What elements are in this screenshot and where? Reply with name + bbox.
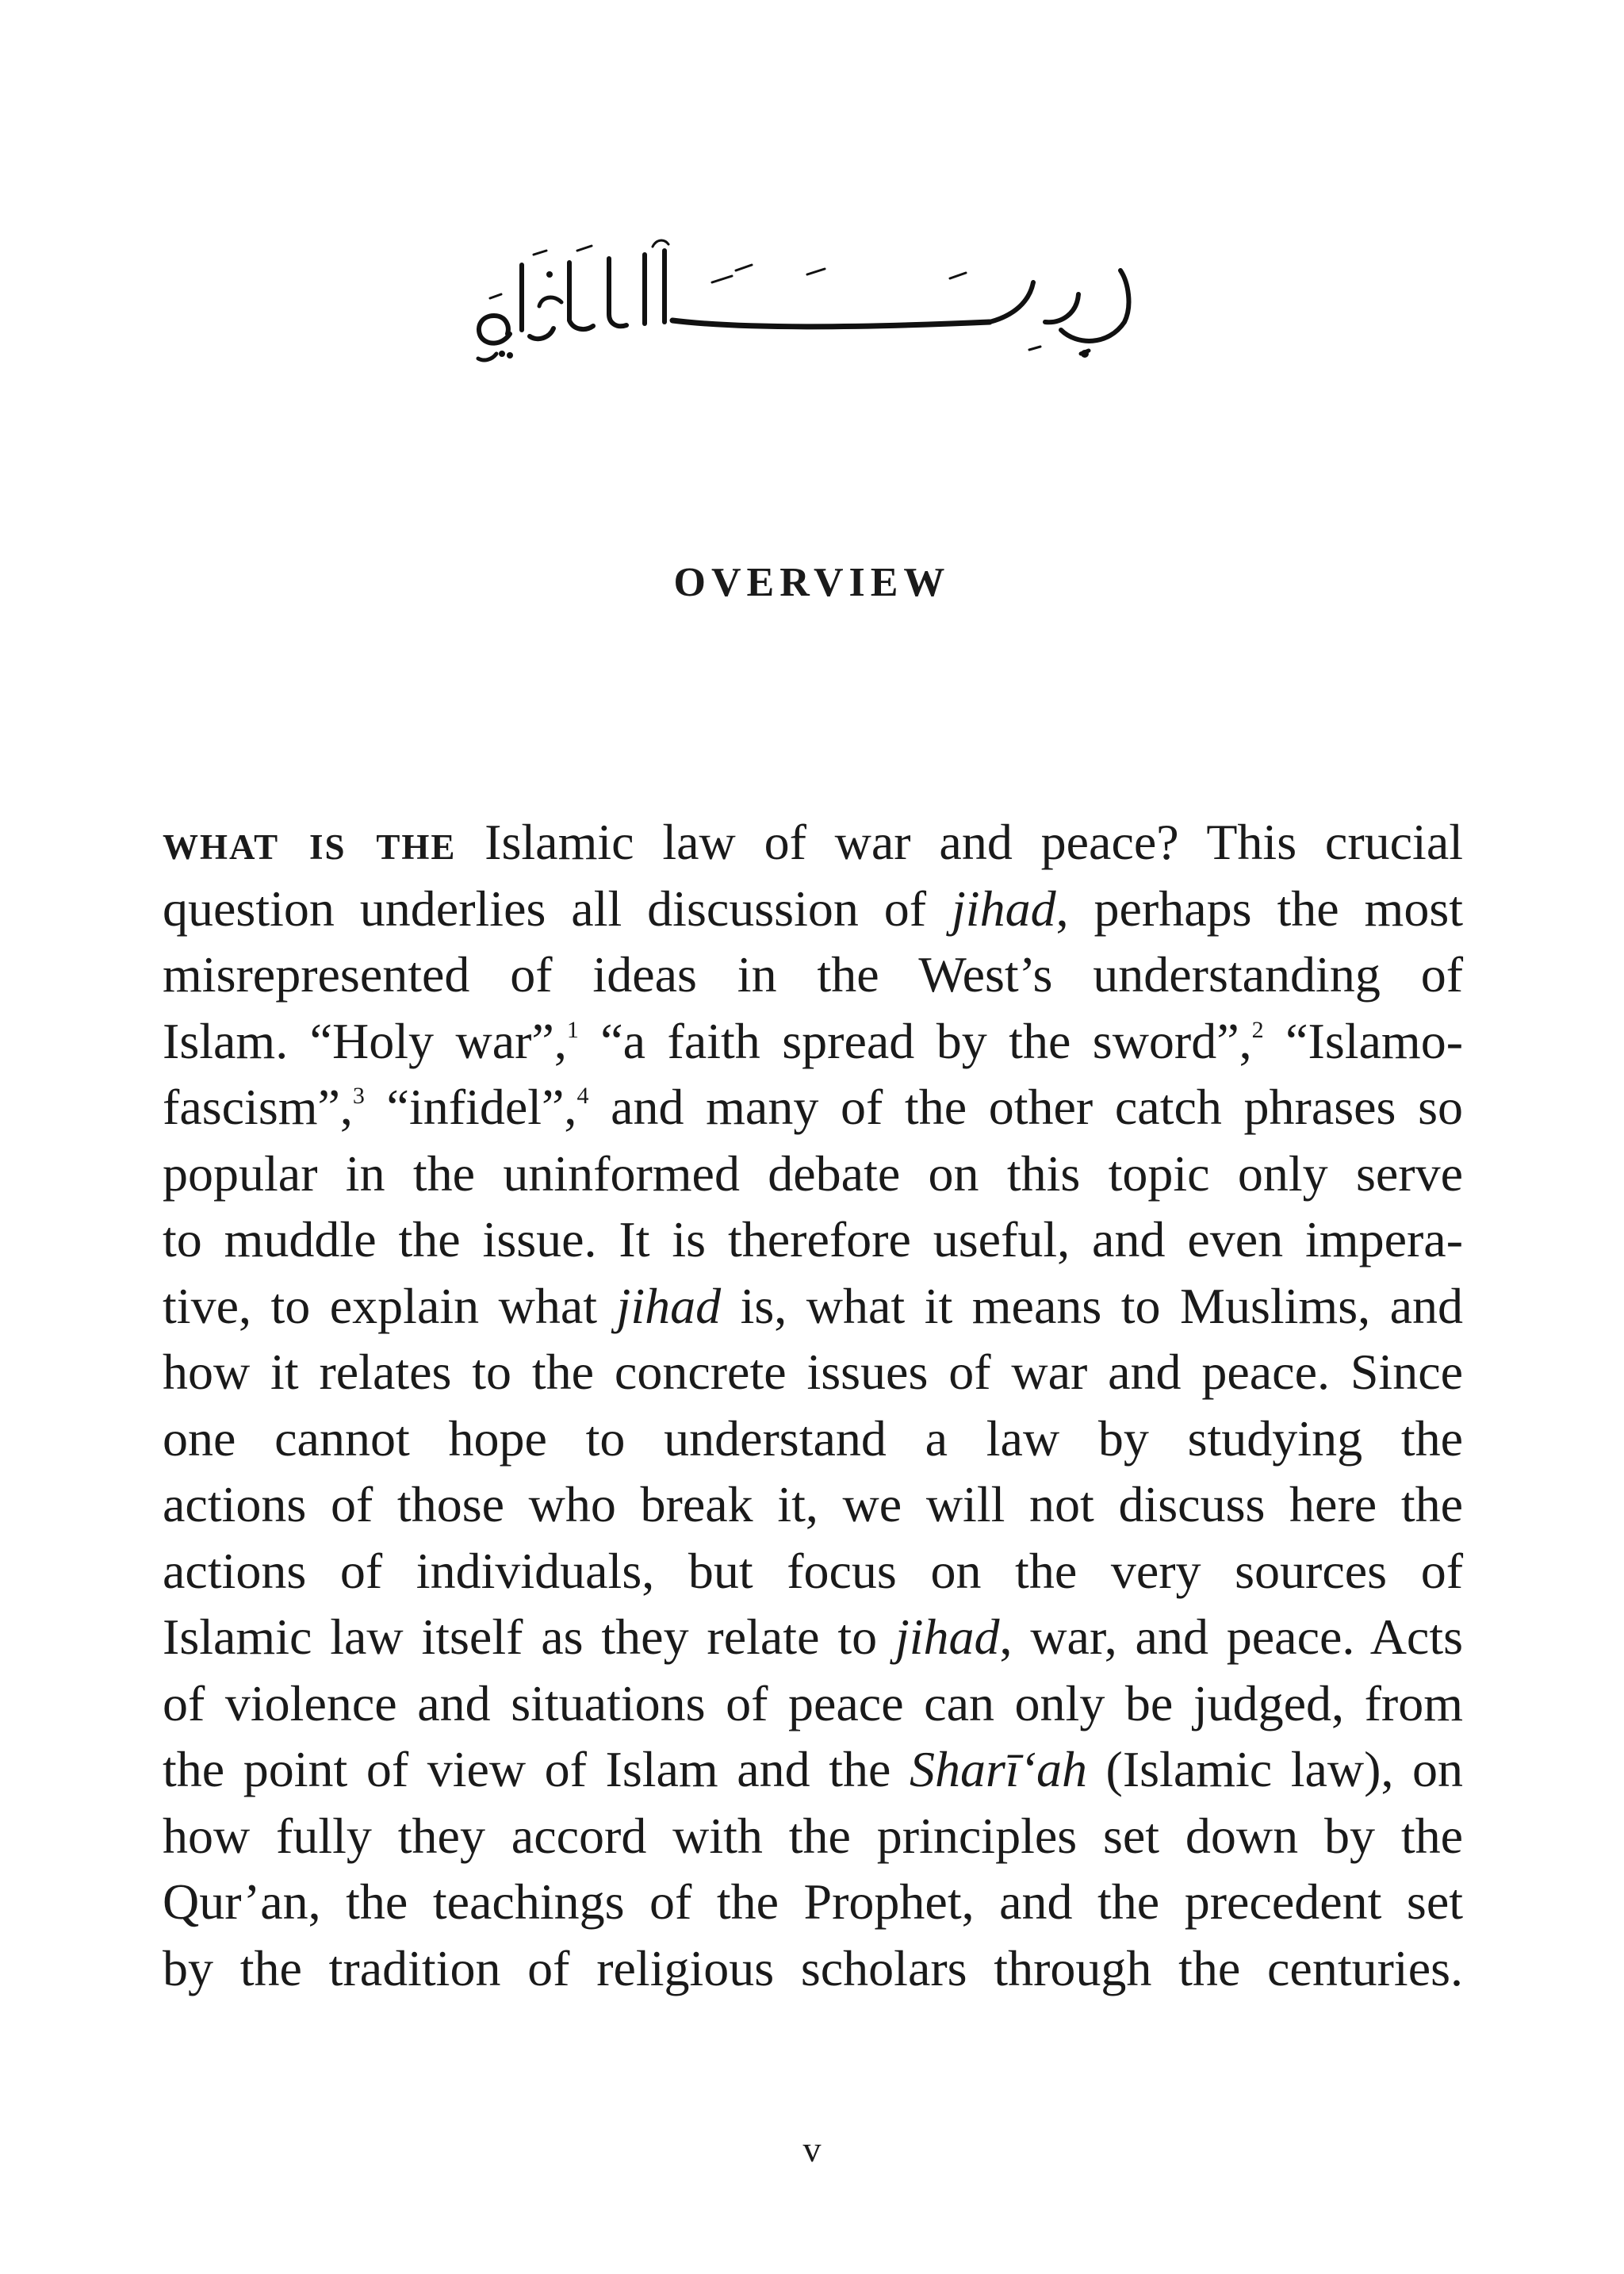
text-line: misrepresented of ideas in the West’s understanding of: [163, 946, 1463, 1003]
basmala-calligraphy: [474, 227, 1148, 370]
line-text: the point of view of Islam and the: [163, 1741, 910, 1797]
italic-term: jihad: [952, 880, 1056, 937]
line-text: , war, and peace. Acts: [999, 1609, 1464, 1665]
text-line: to muddle the issue. It is therefore useful, and even impera-: [163, 1211, 1463, 1267]
line-text: Islamic law of war and peace? This crucial: [485, 814, 1464, 870]
text-line: popular in the uninformed debate on this topic only serve: [163, 1145, 1463, 1202]
text-line: actions of those who break it, we will not discuss here the: [163, 1476, 1463, 1532]
text-line: how it relates to the concrete issues of war and peace. Since: [163, 1344, 1463, 1400]
line-text: “infidel”,: [364, 1079, 577, 1135]
line-text: “Islamo-: [1263, 1012, 1464, 1069]
italic-term: Sharī‘ah: [909, 1741, 1087, 1797]
line-text: fascism”,: [163, 1079, 353, 1135]
chapter-title: OVERVIEW: [673, 560, 951, 605]
line-text: Islam. “Holy war”,: [163, 1012, 567, 1069]
text-line: Qur’an, the teachings of the Prophet, and the precedent set: [163, 1873, 1463, 1930]
footnote-marker[interactable]: 2: [1251, 1016, 1264, 1043]
lead-in-smallcaps: what is the: [163, 814, 457, 870]
page-number: v: [802, 2129, 822, 2169]
italic-term: jihad: [616, 1277, 722, 1334]
basmala-calligraphy-icon: [474, 227, 1148, 370]
footnote-marker[interactable]: 3: [352, 1083, 365, 1109]
overview-paragraph: [163, 809, 1463, 2001]
text-line: [163, 1604, 1463, 1670]
footnote-marker[interactable]: 1: [566, 1016, 579, 1043]
line-text: and many of the other catch phrases so: [588, 1079, 1464, 1135]
text-line: one cannot hope to understand a law by studying the: [163, 1409, 1463, 1467]
line-text: “a faith spread by the sword”,: [578, 1012, 1252, 1069]
text-line: actions of individuals, but focus on the very sources of: [163, 1542, 1463, 1599]
text-line: [163, 1074, 1463, 1141]
text-line: [163, 1273, 1463, 1340]
text-line: [163, 809, 1463, 876]
text-line: [163, 1736, 1463, 1803]
text-line: by the tradition of religious scholars through the centuries.: [163, 1939, 1463, 1996]
line-text: tive, to explain what: [163, 1277, 617, 1334]
line-text: question underlies all discussion of: [163, 880, 927, 937]
line-text: , perhaps the most: [1055, 880, 1464, 937]
line-text: is, what it means to Muslims, and: [721, 1277, 1463, 1334]
text-line: [163, 876, 1463, 942]
text-line: [163, 1008, 1463, 1075]
text-line: of violence and situations of peace can only be judged, from: [163, 1674, 1463, 1731]
text-line: how fully they accord with the principles set down by the: [163, 1807, 1463, 1864]
line-text: (Islamic law), on: [1086, 1741, 1464, 1797]
italic-term: jihad: [894, 1609, 1000, 1665]
footnote-marker[interactable]: 4: [576, 1083, 589, 1109]
line-text: Islamic law itself as they relate to: [163, 1609, 895, 1665]
